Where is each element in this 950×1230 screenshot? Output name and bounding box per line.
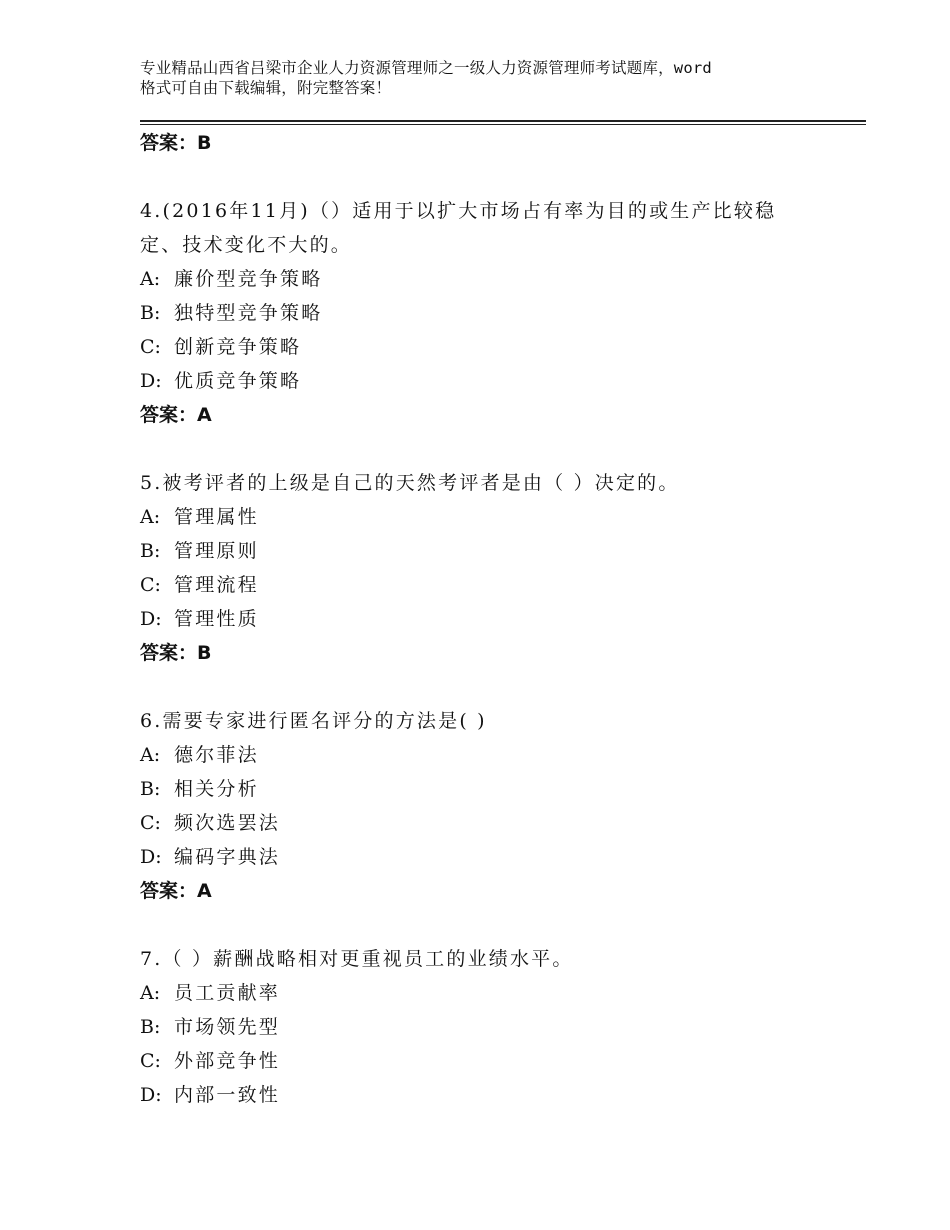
option-letter: A: (140, 506, 161, 528)
option-letter: C: (140, 574, 161, 596)
option-text: 频次选罢法 (174, 812, 281, 834)
option-text: 相关分析 (174, 778, 259, 800)
option-letter: B: (140, 778, 161, 800)
option-letter: D: (140, 370, 162, 392)
option-text: 德尔菲法 (174, 744, 259, 766)
question-6-option-d (140, 840, 840, 874)
question-6 (140, 704, 840, 908)
page-header (140, 58, 840, 98)
answer-prev: 答案：B (140, 132, 212, 154)
question-4-option-b (140, 296, 840, 330)
option-text: 员工贡献率 (174, 982, 281, 1004)
question-7-option-b (140, 1010, 840, 1044)
question-4-text-line-1: 4.(2016年11月)（）适用于以扩大市场占有率为目的或生产比较稳 (140, 200, 777, 222)
option-letter: D: (140, 608, 162, 630)
question-5-option-a (140, 500, 840, 534)
option-text: 市场领先型 (174, 1016, 281, 1038)
question-6-answer: 答案：A (140, 880, 212, 902)
question-4 (140, 194, 840, 432)
question-5 (140, 466, 840, 670)
question-4-option-c (140, 330, 840, 364)
option-letter: C: (140, 812, 161, 834)
question-5-option-b (140, 534, 840, 568)
header-line-1: 专业精品山西省吕梁市企业人力资源管理师之一级人力资源管理师考试题库，word (140, 59, 712, 77)
question-7-text: 7.（ ）薪酬战略相对更重视员工的业绩水平。 (140, 948, 574, 970)
option-letter: A: (140, 982, 161, 1004)
header-divider (140, 120, 866, 125)
question-7-option-d (140, 1078, 840, 1112)
option-text: 内部一致性 (174, 1084, 281, 1106)
question-5-text: 5.被考评者的上级是自己的天然考评者是由（ ）决定的。 (140, 472, 680, 494)
option-letter: A: (140, 744, 161, 766)
option-text: 外部竞争性 (174, 1050, 281, 1072)
question-4-text-line-2: 定、技术变化不大的。 (140, 234, 353, 256)
option-text: 编码字典法 (174, 846, 281, 868)
question-7 (140, 942, 840, 1112)
option-text: 管理性质 (174, 608, 259, 630)
option-text: 管理原则 (174, 540, 259, 562)
question-7-option-c (140, 1044, 840, 1078)
option-text: 廉价型竞争策略 (174, 268, 323, 290)
option-text: 管理流程 (174, 574, 259, 596)
question-6-text: 6.需要专家进行匿名评分的方法是( ) (140, 710, 487, 732)
option-letter: A: (140, 268, 161, 290)
question-6-option-b (140, 772, 840, 806)
option-text: 优质竞争策略 (174, 370, 302, 392)
option-letter: C: (140, 1050, 161, 1072)
header-line-2: 格式可自由下载编辑，附完整答案！ (140, 79, 392, 97)
option-letter: B: (140, 1016, 161, 1038)
question-list (140, 126, 840, 1112)
question-5-option-d (140, 602, 840, 636)
question-4-option-d (140, 364, 840, 398)
question-6-option-a (140, 738, 840, 772)
option-letter: B: (140, 540, 161, 562)
question-6-option-c (140, 806, 840, 840)
option-text: 独特型竞争策略 (174, 302, 323, 324)
question-7-option-a (140, 976, 840, 1010)
option-text: 创新竞争策略 (174, 336, 302, 358)
option-letter: D: (140, 846, 162, 868)
option-letter: B: (140, 302, 161, 324)
question-5-option-c (140, 568, 840, 602)
option-letter: C: (140, 336, 161, 358)
question-5-answer: 答案：B (140, 642, 212, 664)
question-4-answer: 答案：A (140, 404, 212, 426)
option-letter: D: (140, 1084, 162, 1106)
question-4-option-a (140, 262, 840, 296)
option-text: 管理属性 (174, 506, 259, 528)
